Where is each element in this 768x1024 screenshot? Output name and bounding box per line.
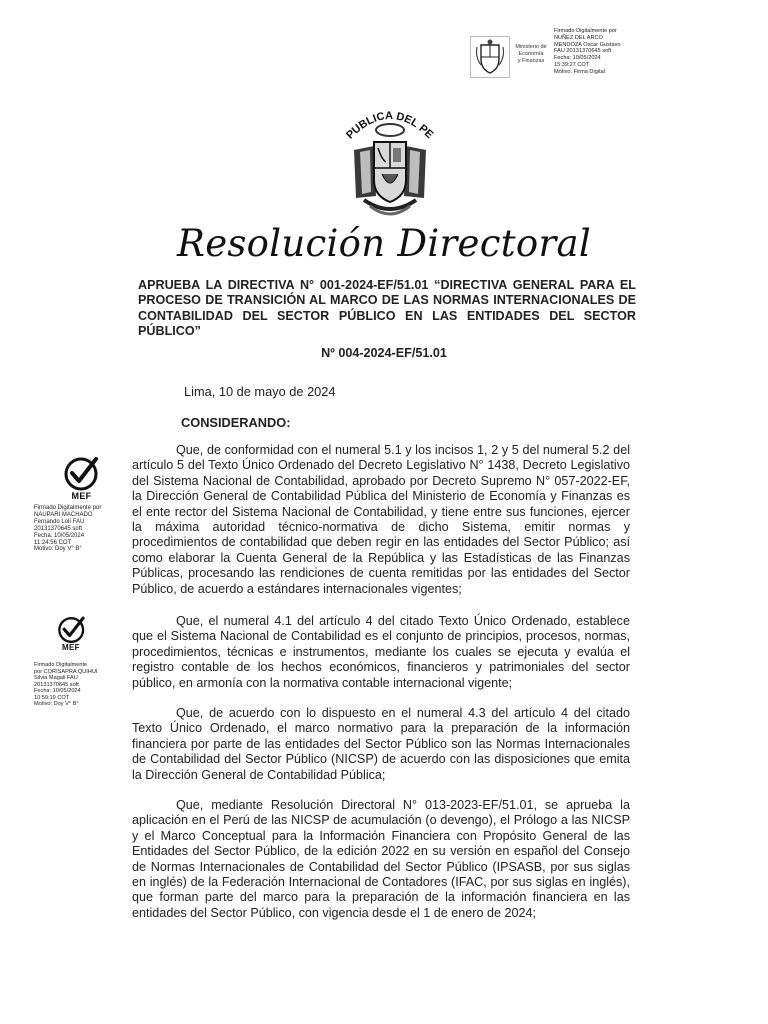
ministry-line: y Finanzas: [517, 58, 545, 64]
coat-banner-text: PUBLICA DEL PE: [344, 109, 436, 142]
signature-line: Silvia Magali FAU: [34, 675, 78, 681]
considerando-heading: CONSIDERANDO:: [181, 415, 291, 430]
stamp-signature-text: [34, 662, 114, 708]
signature-line: Fernando Lolí FAU: [34, 518, 85, 525]
digital-signature-header: [470, 28, 640, 80]
signature-line: Fecha: 10/05/2024: [34, 688, 81, 694]
peru-shield-icon: [470, 36, 510, 78]
signature-line: Firmado Digitalmente por: [554, 28, 617, 34]
signature-text: [554, 28, 664, 76]
ministry-label: [510, 44, 552, 65]
mef-signature-stamp: [34, 455, 129, 553]
resolution-heading: APRUEBA LA DIRECTIVA N° 001-2024-EF/51.01 “DIRECTIVA GENERAL PARA EL PROCESO DE TRANSICIÓN AL MARCO DE LAS NORMAS INTERNACIONALES DE CONTABILIDAD DEL SECTOR PÚBLICO EN LAS ENTIDADES DEL SECTOR PÚBLICO”: [138, 278, 636, 339]
signature-line: Fecha: 10/05/2024: [554, 55, 601, 62]
ministry-line: Economía: [518, 51, 544, 57]
mef-logo-text: MEF: [71, 491, 92, 501]
signature-line: NUÑEZ DEL ARCO: [554, 34, 603, 41]
signature-line: NAUPARI MACHADO: [34, 511, 93, 518]
resolution-number: Nº 004-2024-EF/51.01: [321, 346, 447, 360]
document-date: Lima, 10 de mayo de 2024: [184, 384, 336, 399]
ministry-line: Ministerio de: [515, 44, 547, 50]
signature-line: FAU 20131370645 soft: [554, 48, 612, 55]
document-title: Resolución Directoral: [177, 222, 591, 265]
paragraph: Que, de conformidad con el numeral 5.1 y los incisos 1, 2 y 5 del numeral 5.2 del artículo 5 del Texto Único Ordenado del Decreto Legislativo N° 1438, Decreto Legislativo del Sistema Nacional de Contabilidad, aprobado por Decreto Supremo N° 057-2022-EF, la Dirección General de Contabilidad Pública del Ministerio de Economía y Finanzas es el ente rector del Sistema Nacional de Contabilidad, y tiene entre sus funciones, ejercer la máxima autoridad técnico-normativa de dicho Sistema, emitir normas y procedimientos de contabilidad que deben regir en las entidades del Sector Público; así como elaborar la Cuenta General de la República y las Estadísticas de las Finanzas Públicas, procesando las rendiciones de cuenta remitidas por las entidades del Sector Público, de acuerdo a estándares internacionales vigentes;: [132, 443, 630, 596]
paragraph: Que, el numeral 4.1 del artículo 4 del citado Texto Único Ordenado, establece que el Sistema Nacional de Contabilidad es el conjunto de principios, procesos, normas, procedimientos, técnicas e instrumentos, mediante los cuales se ejecuta y evalúa el registro contable de los hechos económicos, financieros y patrimoniales del sector público, en armonía con la normativa contable internacional vigente;: [132, 614, 630, 690]
mef-logo-text: MEF: [62, 643, 80, 652]
signature-line: por CORISAPRA QUIHUI: [34, 668, 98, 675]
signature-line: 10:59:19 COT: [34, 694, 70, 701]
signature-line: 20131370645 soft: [34, 681, 79, 688]
checkmark-seal-icon: [56, 615, 88, 645]
signature-line: 20131370645 soft: [34, 525, 83, 532]
coat-of-arms-icon: [340, 100, 440, 225]
mef-signature-stamp: [34, 615, 114, 708]
signature-line: 15:39:27 COT: [554, 61, 590, 68]
signature-line: Motivo: Doy V° B°: [34, 546, 82, 553]
signature-line: Fecha: 10/05/2024: [34, 532, 85, 539]
paragraph: Que, de acuerdo con lo dispuesto en el numeral 4.3 del artículo 4 del citado Texto Único Ordenado, el marco normativo para la preparación de la información financiera por parte de las entidades del Sector Público son las Normas Internacionales de Contabilidad del Sector Público (NICSP) de acuerdo con las disposiciones que emita la Dirección General de Contabilidad Pública;: [132, 706, 630, 782]
signature-line: Firmado Digitalmente: [34, 662, 88, 668]
signature-line: Motivo: Doy V° B°: [34, 701, 79, 707]
checkmark-seal-icon: [62, 455, 102, 493]
signature-line: Motivo: Firma Digital: [554, 68, 605, 75]
signature-line: MENDOZA Oscar Gustavo: [554, 41, 621, 48]
signature-line: 11:24:56 COT: [34, 539, 72, 546]
paragraph: Que, mediante Resolución Directoral N° 013-2023-EF/51.01, se aprueba la aplicación en el Perú de las NICSP de acumulación (o devengo), el Prólogo a las NICSP y el Marco Conceptual para la Información Financiera con Propósito General de las Entidades del Sector Público, de la edición 2022 en su versión en español del Consejo de Normas Internacionales de Contabilidad del Sector Público (IPSASB, por sus siglas en inglés) de la Federación Internacional de Contadores (IFAC, por sus siglas en inglés), que forman parte del marco para la preparación de la información financiera en las entidades del Sector Público, con vigencia desde el 1 de enero de 2024;: [132, 798, 630, 920]
signature-line: Firmado Digitalmente por: [34, 505, 102, 511]
stamp-signature-text: [34, 505, 129, 553]
